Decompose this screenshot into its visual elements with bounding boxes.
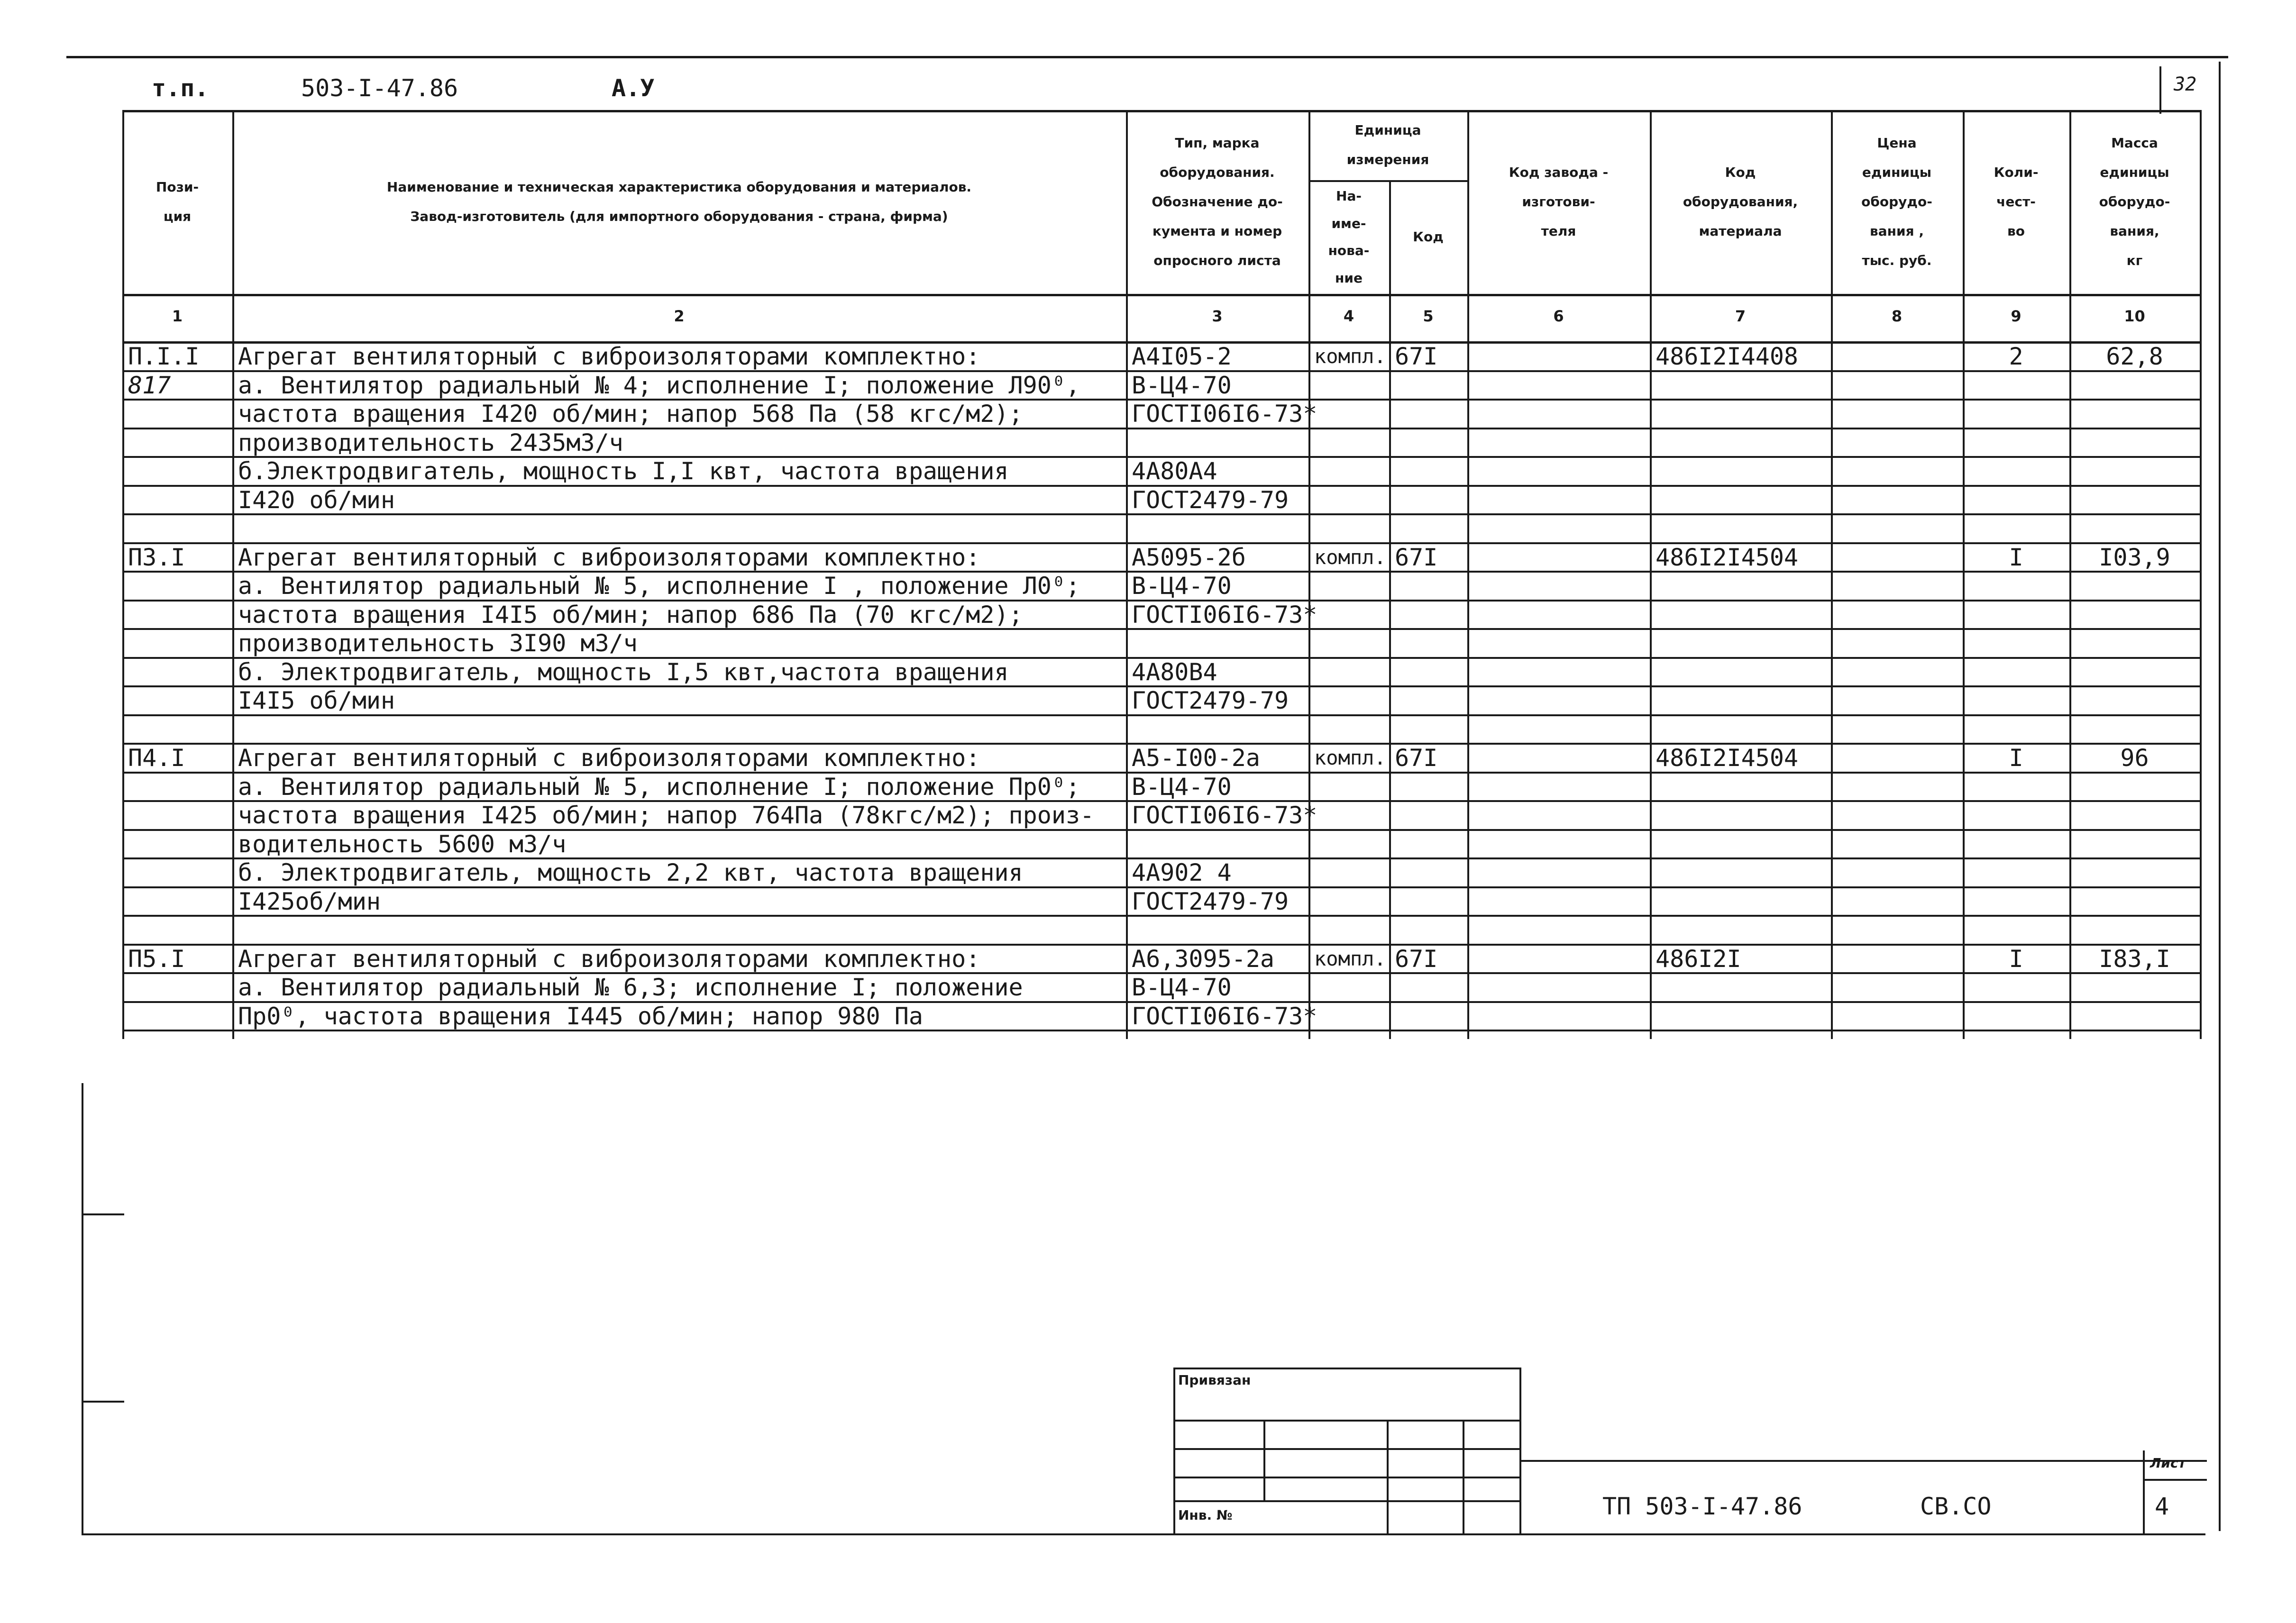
row-name: б.Электродвигатель, мощность I,I квт, частота вращения xyxy=(238,457,1009,485)
row-name: Агрегат вентиляторный с виброизоляторами комплектно: xyxy=(238,343,980,370)
row-name: I4I5 об/мин xyxy=(238,687,395,714)
row-quantity: I xyxy=(2009,543,2023,571)
row-name: Агрегат вентиляторный с виброизоляторами комплектно: xyxy=(238,543,980,571)
row-name: а. Вентилятор радиальный № 6,3; исполнение I; положение xyxy=(238,974,1023,1001)
column-number: 10 xyxy=(2124,307,2145,325)
stamp-privyazan: Привязан xyxy=(1178,1372,1251,1388)
row-type: ГОСТI06I6-73* xyxy=(1132,400,1317,428)
column-number: 8 xyxy=(1891,307,1903,325)
row-unit-code: 67I xyxy=(1395,744,1438,772)
row-type: В-Ц4-70 xyxy=(1132,572,1232,600)
stamp-sheet-label: Лист xyxy=(2150,1455,2186,1471)
row-name: Агрегат вентиляторный с виброизоляторами комплектно: xyxy=(238,744,980,772)
header-unit-name: На- име- нова- ние xyxy=(1328,188,1370,286)
stamp-mark: СВ.СО xyxy=(1920,1493,1992,1520)
row-name: частота вращения I4I5 об/мин; напор 686 Па (70 кгс/м2); xyxy=(238,601,1023,629)
column-number: 2 xyxy=(674,307,685,325)
row-name: а. Вентилятор радиальный № 4; исполнение I; положение Л90⁰, xyxy=(238,371,1080,399)
row-name: частота вращения I420 об/мин; напор 568 Па (58 кгс/м2); xyxy=(238,400,1023,428)
page-corner-number: 32 xyxy=(2174,73,2197,95)
row-type: В-Ц4-70 xyxy=(1132,974,1232,1001)
row-type: А5-I00-2а xyxy=(1132,744,1260,772)
row-name: производительность 2435м3/ч xyxy=(238,429,623,456)
header-mass: Масса единицы оборудо- вания, кг xyxy=(2099,135,2170,268)
row-quantity: I xyxy=(2009,744,2023,772)
row-position: П3.I xyxy=(128,543,185,571)
header-type: Тип, марка оборудования. Обозначение до- кумента и номер опросного листа xyxy=(1152,135,1283,268)
header-tp: т.п. xyxy=(152,74,209,102)
row-name: б. Электродвигатель, мощность 2,2 квт, частота вращения xyxy=(238,859,1023,886)
header-unit-code: Код xyxy=(1413,229,1444,245)
row-type: ГОСТI06I6-73* xyxy=(1132,601,1317,629)
stamp-doc-code: ТП 503-I-47.86 xyxy=(1602,1493,1802,1520)
row-position: 817 xyxy=(128,371,171,399)
row-mass: I83,I xyxy=(2099,945,2170,973)
column-number: 3 xyxy=(1212,307,1223,325)
row-unit-name: компл. xyxy=(1314,746,1386,769)
row-name: а. Вентилятор радиальный № 5, исполнение I; положение Пр0⁰; xyxy=(238,773,1080,801)
row-mass: I03,9 xyxy=(2099,543,2170,571)
column-number: 9 xyxy=(2011,307,2022,325)
header-maker-code: Код завода - изготови- теля xyxy=(1509,164,1609,239)
row-type: ГОСТ2479-79 xyxy=(1132,887,1289,915)
row-quantity: I xyxy=(2009,945,2023,973)
row-type: В-Ц4-70 xyxy=(1132,371,1232,399)
row-type: ГОСТ2479-79 xyxy=(1132,486,1289,514)
row-type: ГОСТ2479-79 xyxy=(1132,687,1289,714)
row-type: А5095-2б xyxy=(1132,543,1246,571)
stamp-sheet-number: 4 xyxy=(2155,1493,2169,1520)
header-name: Наименование и техническая характеристика оборудования и материалов. Завод-изготовитель (для импортного оборудования - страна, фирма) xyxy=(386,179,972,224)
column-number: 7 xyxy=(1735,307,1746,325)
row-type: А4I05-2 xyxy=(1132,343,1232,370)
header-section: А.У xyxy=(612,74,655,102)
column-number: 1 xyxy=(172,307,183,325)
row-unit-code: 67I xyxy=(1395,945,1438,973)
header-quantity: Коли- чест- во xyxy=(1994,164,2039,239)
row-name: а. Вентилятор радиальный № 5, исполнение I , положение Л0⁰; xyxy=(238,572,1080,600)
row-mass: 96 xyxy=(2120,744,2149,772)
row-position: П.I.I xyxy=(128,343,200,370)
row-unit-name: компл. xyxy=(1314,345,1386,368)
row-unit-code: 67I xyxy=(1395,543,1438,571)
row-name: I420 об/мин xyxy=(238,486,395,514)
row-type: 4А80В4 xyxy=(1132,658,1217,686)
row-type: 4А902 4 xyxy=(1132,859,1232,886)
row-name: водительность 5600 м3/ч xyxy=(238,830,567,858)
header-price: Цена единицы оборудо- вания , тыс. руб. xyxy=(1861,135,1932,268)
row-type: А6,3095-2а xyxy=(1132,945,1275,973)
column-number: 5 xyxy=(1423,307,1434,325)
row-quantity: 2 xyxy=(2009,343,2023,370)
row-equipment-code: 486I2I4504 xyxy=(1656,744,1799,772)
row-name: производительность 3I90 м3/ч xyxy=(238,629,638,657)
row-equipment-code: 486I2I4408 xyxy=(1656,343,1799,370)
row-unit-name: компл. xyxy=(1314,947,1386,970)
row-type: В-Ц4-70 xyxy=(1132,773,1232,801)
row-name: Пр0⁰, частота вращения I445 об/мин; напор 980 Па xyxy=(238,1002,923,1030)
row-name: частота вращения I425 об/мин; напор 764Па (78кгс/м2); произ- xyxy=(238,802,1095,829)
header-equipment-code: Код оборудования, материала xyxy=(1683,164,1798,239)
row-type: ГОСТI06I6-73* xyxy=(1132,1002,1317,1030)
stamp-inv-number: Инв. № xyxy=(1178,1507,1233,1523)
row-unit-name: компл. xyxy=(1314,545,1386,569)
column-number: 4 xyxy=(1343,307,1354,325)
row-unit-code: 67I xyxy=(1395,343,1438,370)
row-position: П5.I xyxy=(128,945,185,973)
row-mass: 62,8 xyxy=(2106,343,2163,370)
column-number: 6 xyxy=(1553,307,1564,325)
header-doc-code: 503-I-47.86 xyxy=(301,74,458,102)
header-position: Пози- ция xyxy=(156,179,199,224)
header-unit-group: Единица измерения xyxy=(1346,122,1429,167)
row-type: ГОСТI06I6-73* xyxy=(1132,802,1317,829)
row-equipment-code: 486I2I xyxy=(1656,945,1741,973)
row-name: б. Электродвигатель, мощность I,5 квт,частота вращения xyxy=(238,658,1009,686)
row-equipment-code: 486I2I4504 xyxy=(1656,543,1799,571)
row-position: П4.I xyxy=(128,744,185,772)
row-type: 4А80А4 xyxy=(1132,457,1217,485)
row-name: I425об/мин xyxy=(238,887,381,915)
row-name: Агрегат вентиляторный с виброизоляторами комплектно: xyxy=(238,945,980,973)
